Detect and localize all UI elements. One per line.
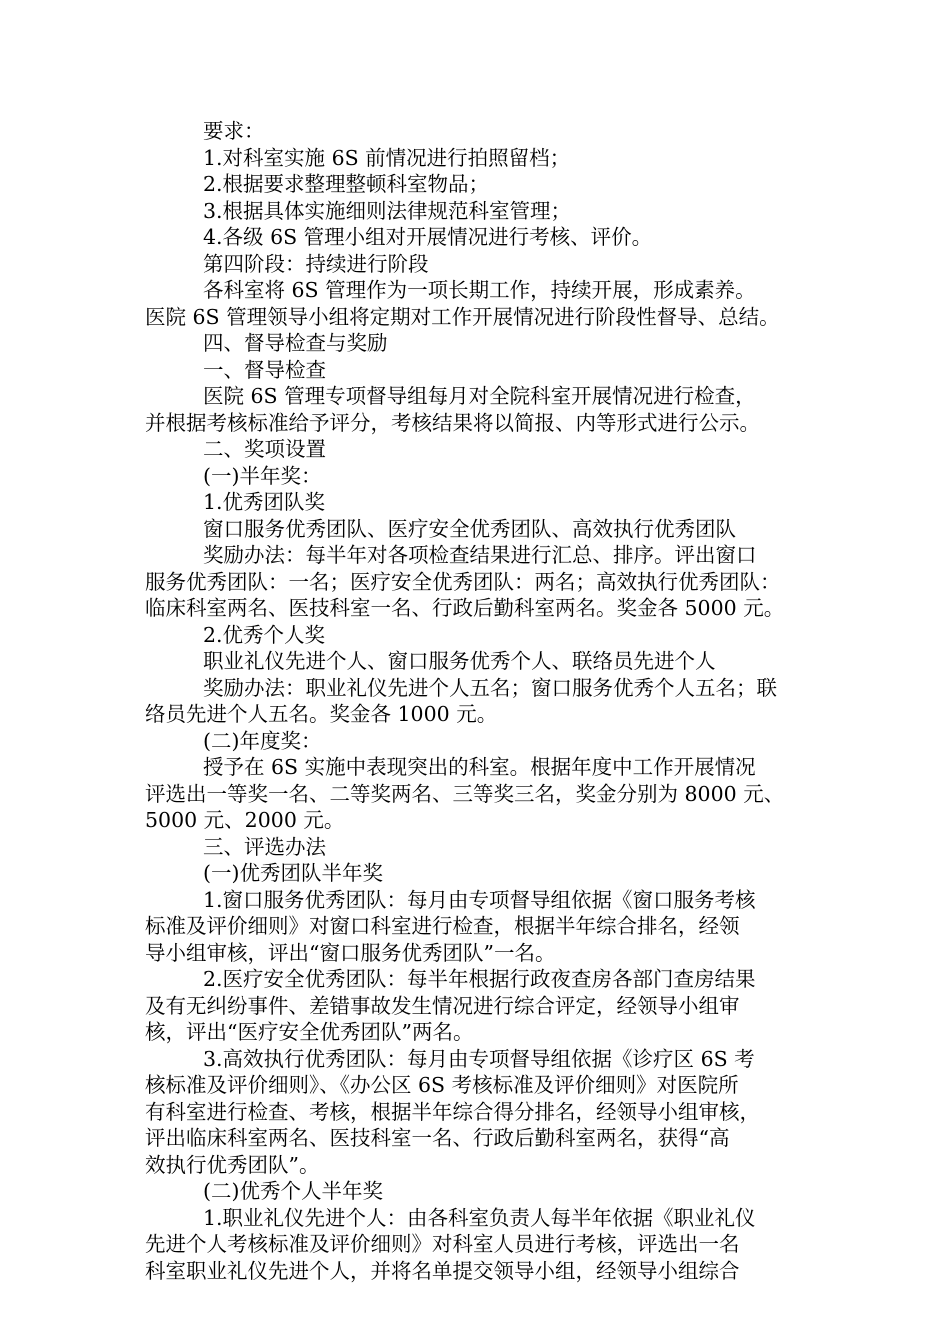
text-line: 有科室进行检查、考核，根据半年综合得分排名，经领导小组审核， (145, 1099, 760, 1124)
text-line: 评出临床科室两名、医技科室一名、行政后勤科室两名，获得“高 (145, 1126, 730, 1150)
text-line: 并根据考核标准给予评分，考核结果将以简报、内等形式进行公示。 (145, 410, 760, 435)
text-line: 各科室将 6S 管理作为一项长期工作，持续开展，形成素养。 (203, 278, 756, 302)
text-line: 效执行优秀团队”。 (145, 1152, 320, 1177)
text-line: 络员先进个人五名。奖金各 1000 元。 (145, 702, 498, 726)
text-line: 4.各级 6S 管理小组对开展情况进行考核、评价。 (203, 225, 653, 249)
text-line: 3.高效执行优秀团队：每月由专项督导组依据《诊疗区 6S 考 (203, 1046, 755, 1071)
text-line: 1.职业礼仪先进个人：由各科室负责人每半年依据《职业礼仪 (203, 1205, 756, 1230)
text-line: 要求： (203, 119, 265, 143)
text-line: 1.窗口服务优秀团队：每月由专项督导组依据《窗口服务考核 (203, 887, 756, 912)
text-line: 及有无纠纷事件、差错事故发生情况进行综合评定，经领导小组审 (145, 993, 740, 1018)
text-line: 2.优秀个人奖 (203, 622, 326, 647)
text-line: 核，评出“医疗安全优秀团队”两名。 (145, 1020, 474, 1044)
text-line: 科室职业礼仪先进个人，并将名单提交领导小组，经领导小组综合 (145, 1258, 740, 1283)
text-line: 医院 6S 管理专项督导组每月对全院科室开展情况进行检查， (203, 384, 756, 408)
text-line: 评选出一等奖一名、二等奖两名、三等奖三名，奖金分别为 8000 元、 (145, 781, 785, 806)
text-line: 窗口服务优秀团队、医疗安全优秀团队、高效执行优秀团队 (203, 516, 736, 541)
text-line: (二)优秀个人半年奖 (203, 1179, 383, 1203)
text-line: 三、评选办法 (203, 834, 326, 859)
text-line: 奖励办法：每半年对各项检查结果进行汇总、排序。评出窗口 (203, 543, 757, 567)
text-line: 四、督导检查与奖励 (203, 331, 388, 355)
text-line: 授予在 6S 实施中表现突出的科室。根据年度中工作开展情况 (203, 755, 756, 779)
text-line: 奖励办法：职业礼仪先进个人五名；窗口服务优秀个人五名；联 (203, 675, 777, 700)
text-line: 导小组审核，评出“窗口服务优秀团队”一名。 (145, 940, 556, 965)
text-line: 职业礼仪先进个人、窗口服务优秀个人、联络员先进个人 (203, 649, 716, 673)
text-line: 服务优秀团队：一名；医疗安全优秀团队：两名；高效执行优秀团队： (145, 569, 781, 594)
text-line: 3.根据具体实施细则法律规范科室管理； (203, 198, 572, 223)
text-line: 1.优秀团队奖 (203, 490, 326, 514)
text-line: (一)优秀团队半年奖 (203, 861, 383, 885)
text-line: 1.对科室实施 6S 前情况进行拍照留档； (203, 145, 571, 170)
text-line: 核标准及评价细则》、《办公区 6S 考核标准及评价细则》对医院所 (145, 1073, 739, 1097)
text-line: 一、督导检查 (203, 357, 326, 382)
text-line: (二)年度奖： (203, 728, 322, 753)
text-line: 先进个人考核标准及评价细则》对科室人员进行考核，评选出一名 (145, 1232, 740, 1256)
text-line: 医院 6S 管理领导小组将定期对工作开展情况进行阶段性督导、总结。 (145, 304, 780, 329)
text-line: 2.根据要求整理整顿科室物品； (203, 172, 490, 196)
text-line: 5000 元、2000 元。 (145, 808, 345, 832)
text-line: 2.医疗安全优秀团队：每半年根据行政夜查房各部门查房结果 (203, 967, 756, 991)
text-line: 临床科室两名、医技科室一名、行政后勤科室两名。奖金各 5000 元。 (145, 596, 785, 620)
text-line: 标准及评价细则》对窗口科室进行检查，根据半年综合排名，经领 (145, 914, 740, 938)
text-line: 二、奖项设置 (203, 437, 326, 461)
text-line: 第四阶段：持续进行阶段 (203, 251, 429, 276)
document-body (145, 118, 835, 1284)
text-line: (一)半年奖： (203, 463, 322, 488)
